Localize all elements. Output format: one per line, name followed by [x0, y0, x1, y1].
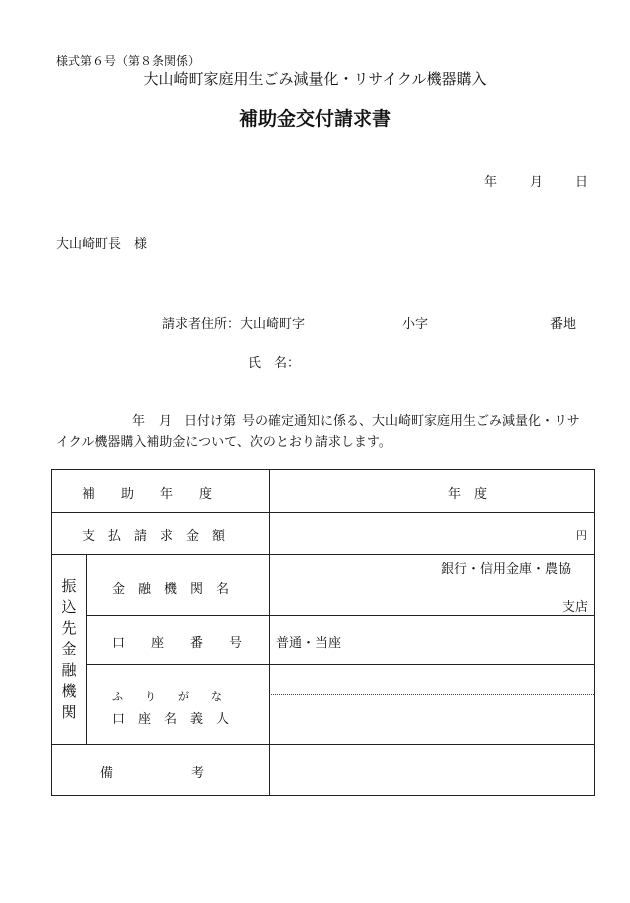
furigana-dotted-line [269, 694, 594, 695]
date-day-label: 日 [575, 175, 589, 190]
vert-char: 先 [61, 618, 77, 637]
addressee: 大山崎町長 様 [56, 237, 148, 252]
account-holder-label: 口 座 名 義 人 [112, 712, 230, 727]
subsidy-year-label: 補 助 年 度 [82, 487, 213, 502]
transfer-destination-label [52, 554, 86, 744]
vert-char: 関 [61, 702, 77, 721]
requester-name-label: 氏 名： [248, 356, 301, 371]
vert-char: 振 [61, 576, 77, 595]
form-title-line1: 大山崎町家庭用生ごみ減量化・リサイクル機器購入 [143, 70, 487, 88]
paragraph-date-no: 日付け第 [184, 414, 237, 429]
form-title-line2: 補助金交付請求書 [238, 108, 391, 130]
vert-char: 込 [61, 597, 77, 616]
requester-koaza-label: 小字 [402, 317, 429, 332]
row-divider [52, 554, 594, 555]
request-paragraph [56, 411, 591, 453]
requester-banchi-label: 番地 [550, 317, 577, 332]
row-divider [52, 512, 594, 513]
vert-char: 融 [61, 660, 77, 679]
account-number-label: 口 座 番 号 [112, 636, 243, 651]
row-divider [86, 615, 594, 616]
row-divider [52, 744, 594, 745]
form-number: 様式第６号（第８条関係） [56, 54, 201, 68]
request-amount-label: 支 払 請 求 金 額 [82, 529, 226, 544]
amount-unit: 円 [576, 529, 587, 542]
row-divider [86, 664, 594, 665]
request-table [51, 469, 595, 796]
date-year-label: 年 [484, 175, 498, 190]
furigana-label: ふ り が な [112, 690, 222, 703]
branch-label: 支店 [562, 600, 589, 615]
bank-type-options: 銀行・信用金庫・農協 [441, 562, 572, 577]
requester-address-label: 請求者住所：大山崎町字 [162, 317, 306, 332]
vert-char: 機 [61, 681, 77, 700]
column-divider [269, 470, 270, 795]
bank-name-label: 金 融 機 関 名 [112, 582, 230, 597]
paragraph-month: 月 [159, 414, 173, 429]
remarks-label: 備 考 [100, 766, 205, 781]
group-divider [86, 554, 87, 744]
paragraph-year: 年 [132, 414, 146, 429]
paragraph-body: 号の確定通知に係る、大山崎町家庭用生ごみ減量化・リサイクル機器購入補助金について、次のとおり請求します。 [56, 414, 580, 450]
subsidy-year-suffix: 年 度 [448, 487, 488, 502]
account-type-options: 普通・当座 [276, 636, 342, 651]
vert-char: 金 [61, 639, 77, 658]
date-month-label: 月 [530, 175, 544, 190]
